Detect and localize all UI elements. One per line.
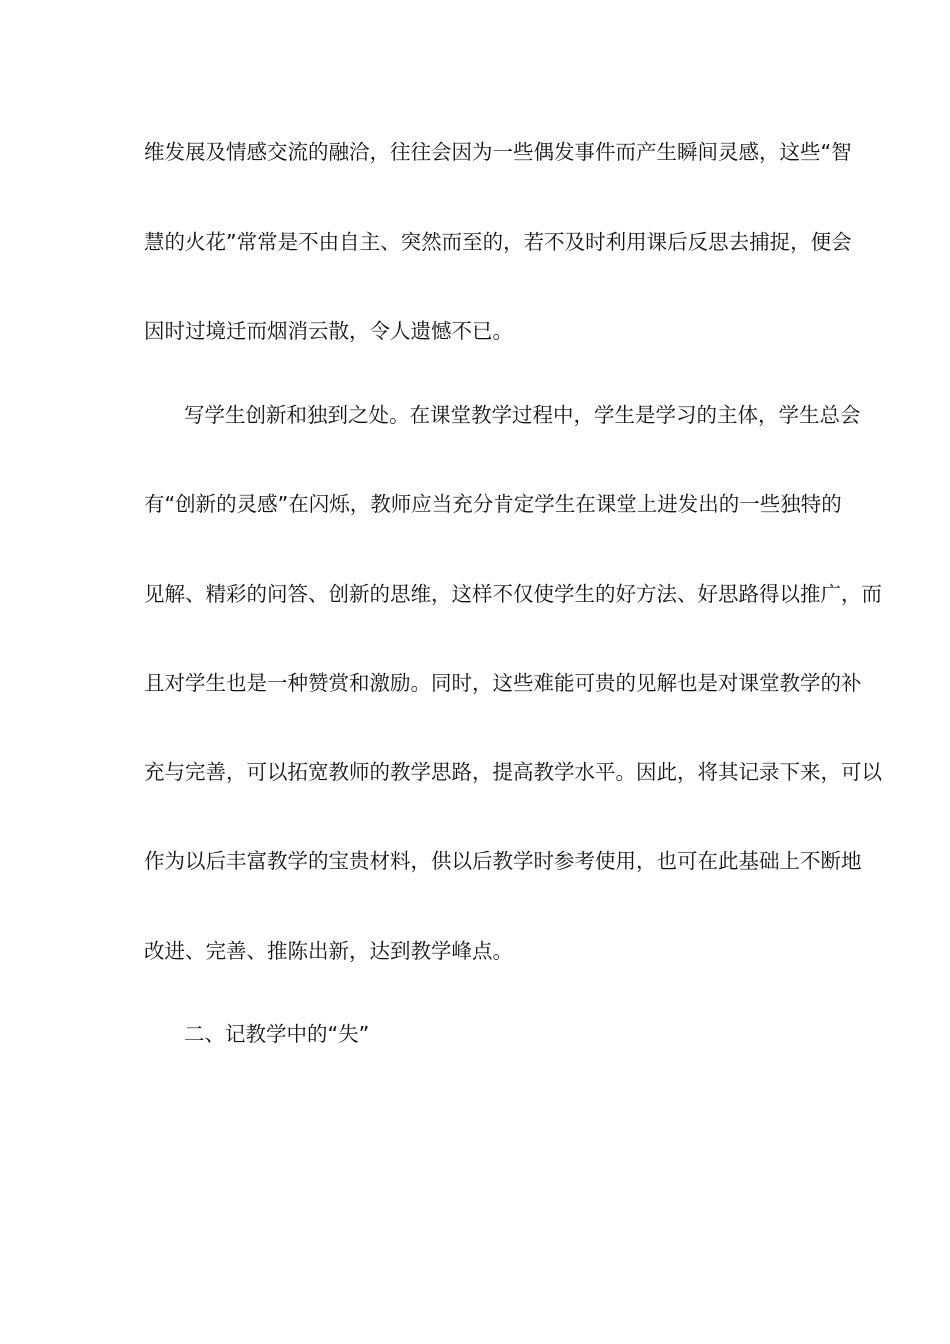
paragraph-line: 改进、完善、推陈出新，达到教学峰点。 xyxy=(144,939,513,963)
section-heading: 二、记教学中的“失” xyxy=(184,1022,370,1046)
paragraph-line: 作为以后丰富教学的宝贵材料，供以后教学时参考使用，也可在此基础上不断地 xyxy=(144,849,862,873)
paragraph-line: 见解、精彩的问答、创新的思维，这样不仅使学生的好方法、好思路得以推广，而 xyxy=(144,582,882,606)
paragraph-line: 充与完善，可以拓宽教师的教学思路，提高教学水平。因此，将其记录下来，可以 xyxy=(144,760,882,784)
paragraph-line: 慧的火花”常常是不由自主、突然而至的，若不及时利用课后反思去捕捉，便会 xyxy=(144,230,852,254)
paragraph-line: 因时过境迁而烟消云散，令人遗憾不已。 xyxy=(144,319,513,343)
paragraph-line: 写学生创新和独到之处。在课堂教学过程中，学生是学习的主体，学生总会 xyxy=(184,403,861,427)
paragraph-line: 维发展及情感交流的融洽，往往会因为一些偶发事件而产生瞬间灵感，这些“智 xyxy=(144,140,852,164)
paragraph-line: 有“创新的灵感”在闪烁，教师应当充分肯定学生在课堂上进发出的一些独特的 xyxy=(144,492,842,516)
paragraph-line: 且对学生也是一种赞赏和激励。同时，这些难能可贵的见解也是对课堂教学的补 xyxy=(144,671,862,695)
